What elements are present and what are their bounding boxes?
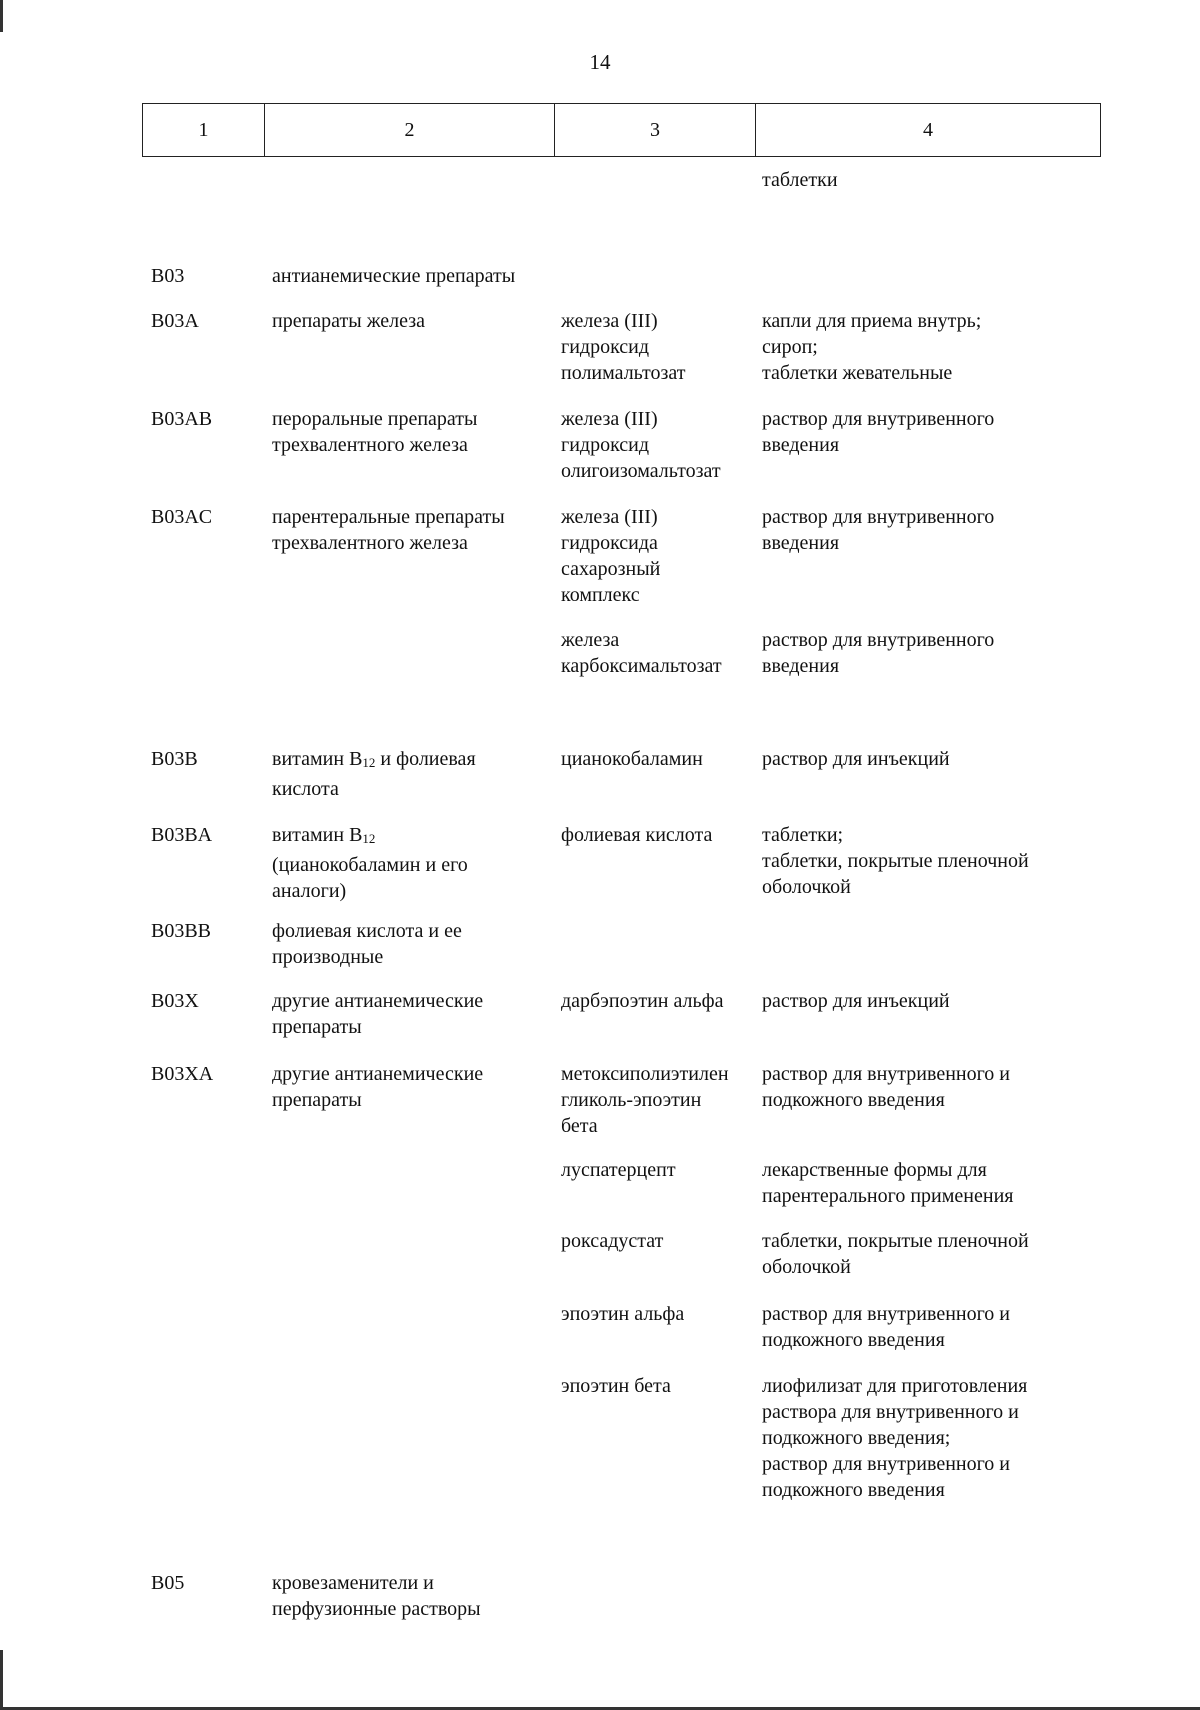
dosage-forms-line: раствор для внутривенного и <box>762 1303 1011 1325</box>
dosage-forms-line: таблетки, покрытые пленочной <box>762 850 1029 872</box>
dosage-forms <box>762 1061 1082 1113</box>
page-number: 14 <box>589 50 611 74</box>
header-row <box>143 104 1101 157</box>
atc-group-line: другие антианемические <box>272 990 484 1012</box>
atc-group <box>272 504 552 556</box>
drug-name <box>561 1373 761 1399</box>
drug-name-line: железа <box>561 629 620 651</box>
atc-group <box>272 308 552 334</box>
header-col-3: 3 <box>555 104 756 157</box>
header-col-4: 4 <box>756 104 1101 157</box>
dosage-forms-line: таблетки жевательные <box>762 362 953 384</box>
drug-name-line: гидроксида <box>561 532 658 554</box>
drug-name <box>561 504 761 608</box>
atc-code: B03A <box>151 310 199 332</box>
atc-group-line: фолиевая кислота и ее <box>272 920 462 942</box>
atc-code: B03AC <box>151 506 213 528</box>
atc-group <box>272 822 552 904</box>
atc-group-line: трехвалентного железа <box>272 434 468 456</box>
scan-border-mark <box>0 0 3 32</box>
atc-group <box>272 988 552 1040</box>
atc-code: B05 <box>151 1572 185 1594</box>
atc-group-line: трехвалентного железа <box>272 532 468 554</box>
atc-group-line: витамин $B_{12}$ <box>272 824 376 846</box>
atc-code: B03AB <box>151 408 213 430</box>
dosage-forms-line: подкожного введения <box>762 1089 945 1111</box>
dosage-forms <box>762 822 1082 900</box>
dosage-forms <box>762 504 1082 556</box>
header-col-1: 1 <box>143 104 265 157</box>
dosage-forms <box>762 627 1082 679</box>
drug-name-line: луспатерцепт <box>561 1159 676 1181</box>
dosage-forms-line: таблетки, покрытые пленочной <box>762 1230 1029 1252</box>
atc-code: B03 <box>151 265 185 287</box>
drug-name-line: роксадустат <box>561 1230 664 1252</box>
dosage-forms <box>762 1228 1082 1280</box>
dosage-forms-line: лекарственные формы для <box>762 1159 987 1181</box>
atc-group-line: препараты <box>272 1089 362 1111</box>
drug-name <box>561 627 761 679</box>
atc-code: B03B <box>151 748 198 770</box>
drug-name <box>561 1228 761 1254</box>
atc-group-line: другие антианемические <box>272 1063 484 1085</box>
atc-group-line: производные <box>272 946 384 968</box>
atc-code: B03XA <box>151 1063 214 1085</box>
dosage-forms-line: подкожного введения <box>762 1329 945 1351</box>
atc-group-line: кислота <box>272 778 339 800</box>
dosage-forms-line: раствор для внутривенного и <box>762 1063 1011 1085</box>
dosage-forms-line: оболочкой <box>762 876 851 898</box>
drug-name <box>561 1301 761 1327</box>
drug-name-line: гидроксид <box>561 434 650 456</box>
atc-group <box>272 918 552 970</box>
drug-name <box>561 822 761 848</box>
atc-group-line: (цианокобаламин и его <box>272 854 468 876</box>
dosage-forms <box>762 406 1082 458</box>
dosage-forms <box>762 746 1082 772</box>
dosage-forms <box>762 988 1082 1014</box>
group-tail: и фолиевая <box>375 748 476 770</box>
dosage-forms-line: лиофилизат для приготовления <box>762 1375 1028 1397</box>
drug-name <box>561 1061 761 1139</box>
drug-name <box>561 406 761 484</box>
drug-name <box>561 746 761 772</box>
subscript: 12 <box>362 831 376 846</box>
dosage-forms-line: раствор для инъекций <box>762 990 950 1012</box>
drug-name-line: сахарозный <box>561 558 661 580</box>
dosage-forms <box>762 308 1082 386</box>
dosage-forms <box>762 1301 1082 1353</box>
atc-group-line: препараты железа <box>272 310 426 332</box>
scan-border-mark <box>0 1650 3 1710</box>
dosage-forms-line: введения <box>762 434 840 456</box>
atc-group-line: антианемические препараты <box>272 265 516 287</box>
atc-group <box>272 1061 552 1113</box>
continuation-forms: таблетки <box>762 169 838 191</box>
drug-name-line: карбоксимальтозат <box>561 655 722 677</box>
dosage-forms-line: подкожного введения; <box>762 1427 951 1449</box>
atc-group <box>272 1570 552 1622</box>
drug-name-line: железа (III) <box>561 408 658 430</box>
dosage-forms-line: сироп; <box>762 336 818 358</box>
atc-group-line: пероральные препараты <box>272 408 478 430</box>
atc-group-line: перфузионные растворы <box>272 1598 481 1620</box>
drug-name-line: цианокобаламин <box>561 748 703 770</box>
atc-group-line: витамин $B_{12}$ и фолиевая <box>272 748 476 770</box>
atc-code: B03BB <box>151 920 212 942</box>
drug-name <box>561 308 761 386</box>
drug-name-line: гликоль-эпоэтин <box>561 1089 702 1111</box>
drug-name-line: гидроксид <box>561 336 650 358</box>
drug-name-line: железа (III) <box>561 506 658 528</box>
column-header-table <box>142 103 1101 157</box>
dosage-forms-line: раствор для инъекций <box>762 748 950 770</box>
dosage-forms-line: раствор для внутривенного <box>762 629 995 651</box>
dosage-forms <box>762 1157 1082 1209</box>
atc-code: B03BA <box>151 824 213 846</box>
dosage-forms-line: введения <box>762 532 840 554</box>
dosage-forms-line: введения <box>762 655 840 677</box>
atc-code: B03X <box>151 990 199 1012</box>
atc-group-line: кровезаменители и <box>272 1572 434 1594</box>
dosage-forms-line: раствор для внутривенного <box>762 408 995 430</box>
atc-group-line: парентеральные препараты <box>272 506 505 528</box>
drug-name-line: бета <box>561 1115 598 1137</box>
header-col-2: 2 <box>265 104 555 157</box>
drug-name-line: полимальтозат <box>561 362 686 384</box>
subscript: 12 <box>362 755 376 770</box>
dosage-forms-line: капли для приема внутрь; <box>762 310 982 332</box>
atc-group <box>272 746 552 802</box>
drug-name-line: олигоизомальтозат <box>561 460 721 482</box>
dosage-forms-line: раствор для внутривенного <box>762 506 995 528</box>
dosage-forms-line: раствора для внутривенного и <box>762 1401 1019 1423</box>
drug-name-line: дарбэпоэтин альфа <box>561 990 724 1012</box>
drug-name-line: эпоэтин альфа <box>561 1303 685 1325</box>
dosage-forms-line: таблетки; <box>762 824 844 846</box>
dosage-forms-line: оболочкой <box>762 1256 851 1278</box>
dosage-forms <box>762 1373 1082 1503</box>
drug-name <box>561 1157 761 1183</box>
atc-group-line: аналоги) <box>272 880 347 902</box>
atc-group <box>272 263 552 289</box>
dosage-forms-line: раствор для внутривенного и <box>762 1453 1011 1475</box>
drug-name <box>561 988 761 1014</box>
drug-name-line: фолиевая кислота <box>561 824 713 846</box>
dosage-forms-line: подкожного введения <box>762 1479 945 1501</box>
drug-name-line: железа (III) <box>561 310 658 332</box>
atc-group <box>272 406 552 458</box>
dosage-forms-line: парентерального применения <box>762 1185 1014 1207</box>
drug-name-line: комплекс <box>561 584 640 606</box>
atc-group-line: препараты <box>272 1016 362 1038</box>
drug-name-line: метоксиполиэтилен <box>561 1063 729 1085</box>
drug-name-line: эпоэтин бета <box>561 1375 671 1397</box>
